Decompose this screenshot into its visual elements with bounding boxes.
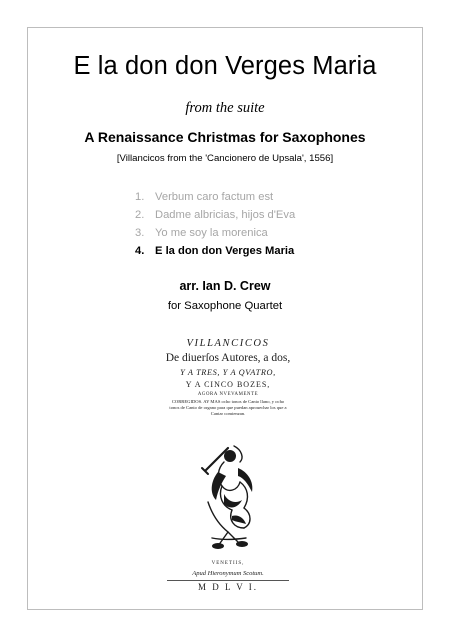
movement-label: Verbum caro factum est — [155, 191, 274, 203]
facsimile-line: De diuerſos Autores, a dos, — [165, 352, 291, 364]
movement-item — [135, 206, 295, 224]
subtitle: from the suite — [185, 100, 265, 116]
suite-title: A Renaissance Christmas for Saxophones — [84, 129, 366, 145]
movement-label: Yo me soy la morenica — [155, 227, 268, 239]
printer-mark-woodcut — [188, 442, 268, 554]
movement-item — [135, 188, 295, 206]
facsimile-printer: Apud Hieronymum Scotum. — [192, 570, 264, 577]
facsimile-line: Y A TRES, Y A QVATRO, — [180, 368, 276, 377]
facsimile-year: M D L V I. — [197, 582, 259, 592]
movement-number: 3. — [135, 227, 145, 239]
facsimile-city: VENETIIS, — [211, 561, 245, 566]
movement-label: E la don don Verges Maria — [155, 245, 295, 257]
instrumentation: for Saxophone Quartet — [167, 300, 283, 312]
movement-item — [135, 224, 295, 242]
piece-title: E la don don Verges Maria — [73, 52, 377, 80]
facsimile-small-text: CORREGIDOS. AY MAS ocho tonos de Canto llano, y ocho tonos de Canto de organo para que puedan aprouechar los que a Cantar comienzan. — [169, 399, 287, 416]
movement-label: Dadme albricias, hijos d'Eva — [155, 209, 296, 221]
movement-list — [135, 188, 295, 260]
movement-item — [135, 242, 295, 260]
facsimile-rule — [167, 580, 289, 581]
movement-number: 4. — [135, 245, 145, 257]
source-note: [Villancicos from the 'Cancionero de Upsala', 1556] — [116, 153, 334, 164]
movement-number: 2. — [135, 209, 145, 221]
facsimile-line: Y A CINCO BOZES, — [185, 380, 271, 389]
score-cover-page — [27, 27, 423, 610]
facsimile-heading: VILLANCICOS — [186, 338, 270, 349]
movement-number: 1. — [135, 191, 145, 203]
facsimile-line: AGORA NVEVAMENTE — [197, 392, 259, 397]
facsimile-title-page — [155, 334, 301, 600]
arranger: arr. Ian D. Crew — [179, 279, 271, 293]
